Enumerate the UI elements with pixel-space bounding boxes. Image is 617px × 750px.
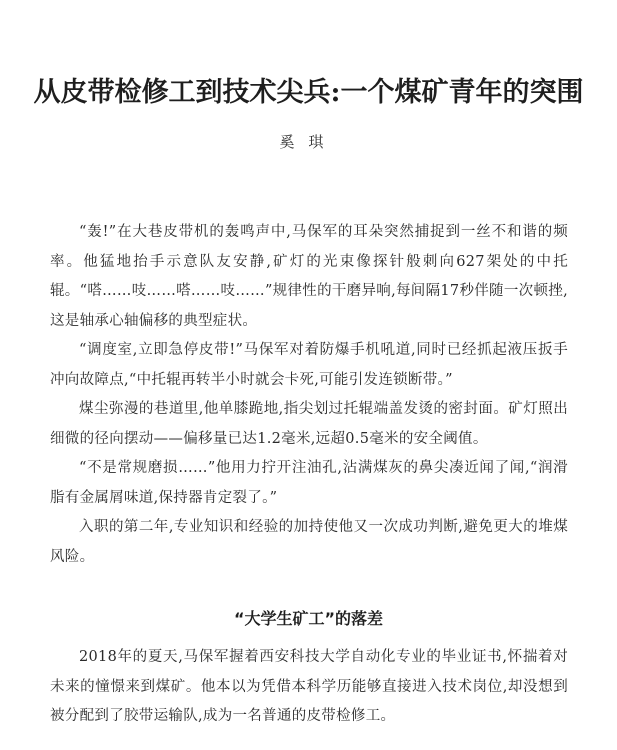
body-paragraph: “调度室,立即急停皮带!”马保军对着防爆手机吼道,同时已经抓起液压扳手冲向故障点,“中托辊再转半小时就会卡死,可能引发连锁断带。”	[50, 342, 568, 388]
article-body	[50, 218, 568, 572]
article-title: 从皮带检修工到技术尖兵:一个煤矿青年的突围	[33, 77, 584, 109]
body-paragraph: 入职的第二年,专业知识和经验的加持使他又一次成功判断,避免更大的堆煤风险。	[50, 519, 568, 565]
body-paragraph: “不是常规磨损……”他用力拧开注油孔,沾满煤灰的鼻尖凑近闻了闻,“润滑脂有金属屑味道,保持器肯定裂了。”	[50, 460, 568, 506]
section-body	[50, 643, 568, 732]
article-author: 奚琪	[279, 133, 338, 151]
body-paragraph: 煤尘弥漫的巷道里,他单膝跪地,指尖划过托辊端盖发烫的密封面。矿灯照出细微的径向摆动——偏移量已达1.2毫米,远超0.5毫米的安全阈值。	[50, 401, 568, 447]
body-paragraph: 2018年的夏天,马保军握着西安科技大学自动化专业的毕业证书,怀揣着对未来的憧憬来到煤矿。他本以为凭借本科学历能够直接进入技术岗位,却没想到被分配到了胶带运输队,成为一名普通的皮带检修工。	[50, 649, 568, 724]
section-heading: “大学生矿工”的落差	[233, 609, 384, 629]
body-paragraph: “轰!”在大巷皮带机的轰鸣声中,马保军的耳朵突然捕捉到一丝不和谐的频率。他猛地抬手示意队友安静,矿灯的光束像探针般刺向627架处的中托辊。“嗒……吱……嗒……吱……”规律性的干磨异响,每间隔17秒伴随一次顿挫,这是轴承心轴偏移的典型症状。	[50, 224, 568, 329]
